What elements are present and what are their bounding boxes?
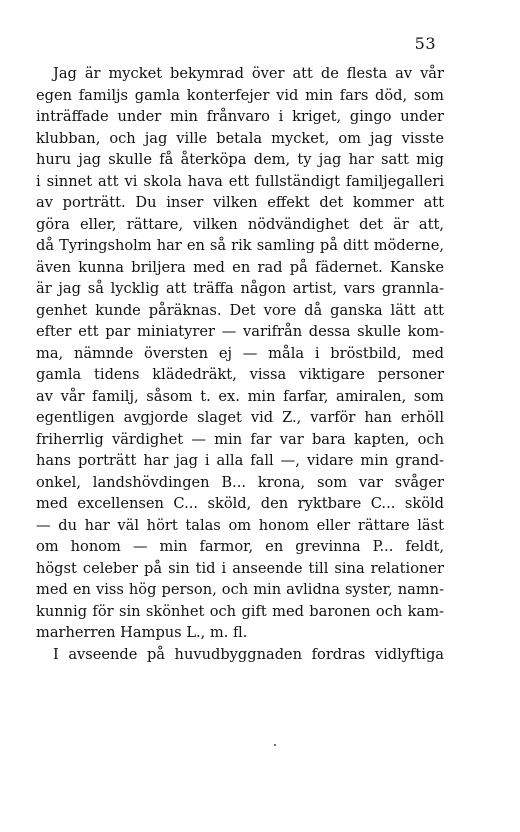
text-line: är jag så lycklig att träffa någon artist, vars grannla- — [36, 280, 444, 297]
text-line: hans porträtt har jag i alla fall —, vidare min grand- — [36, 452, 444, 469]
text-line: efter ett par miniatyrer — varifrån dessa skulle kom- — [36, 323, 444, 340]
text-line: friherrlig värdighet — min far var bara kapten, och — [36, 430, 444, 448]
text-line: i sinnet att vi skola hava ett fullständigt familjegalleri — [36, 172, 444, 190]
text-line: kunnig för sin skönhet och gift med baronen och kam- — [36, 602, 444, 620]
text-line: av porträtt. Du inser vilken effekt det kommer att — [36, 194, 444, 211]
text-line: högst celeber på sin tid i anseende till sina relationer — [36, 559, 444, 577]
text-line: av vår familj, såsom t. ex. min farfar, amiralen, som — [36, 387, 444, 405]
text-line: marherren Hampus L., m. fl. — [36, 624, 248, 641]
text-line: egen familjs gamla konterfejer vid min fars död, som — [36, 86, 444, 104]
text-line: onkel, landshövdingen B... krona, som var svåger — [36, 473, 444, 491]
text-line: huru jag skulle få återköpa dem, ty jag har satt mig — [36, 151, 444, 168]
text-line: egentligen avgjorde slaget vid Z., varför han erhöll — [36, 409, 444, 426]
text-line: göra eller, rättare, vilken nödvändighet det är att, — [36, 215, 444, 233]
text-line: genhet kunde påräknas. Det vore då ganska lätt att — [36, 301, 444, 319]
text-line: ma, nämnde översten ej — måla i bröstbild, med — [36, 344, 444, 362]
ink-speck — [274, 744, 276, 746]
text-line: då Tyringsholm har en så rik samling på ditt möderne, — [36, 237, 444, 254]
text-line: klubban, och jag ville betala mycket, om jag visste — [36, 129, 444, 147]
text-line: om honom — min farmor, en grevinna P... feldt, — [36, 538, 444, 555]
text-line: med excellensen C... sköld, den ryktbare C... sköld — [36, 495, 444, 512]
text-line: inträffade under min frånvaro i kriget, gingo under — [36, 108, 444, 125]
text-line: även kunna briljera med en rad på fädernet. Kanske — [36, 258, 444, 276]
text-line: med en viss hög person, och min avlidna syster, namn- — [36, 581, 444, 598]
body-text — [36, 63, 444, 665]
text-line: I avseende på huvudbyggnaden fordras vidlyftiga — [53, 645, 444, 663]
text-line: Jag är mycket bekymrad över att de flesta av vår — [53, 65, 444, 82]
text-line: — du har väl hört talas om honom eller rättare läst — [36, 516, 444, 534]
text-line: gamla tidens klädedräkt, vissa viktigare personer — [36, 366, 444, 383]
page-number: 53 — [414, 34, 436, 53]
